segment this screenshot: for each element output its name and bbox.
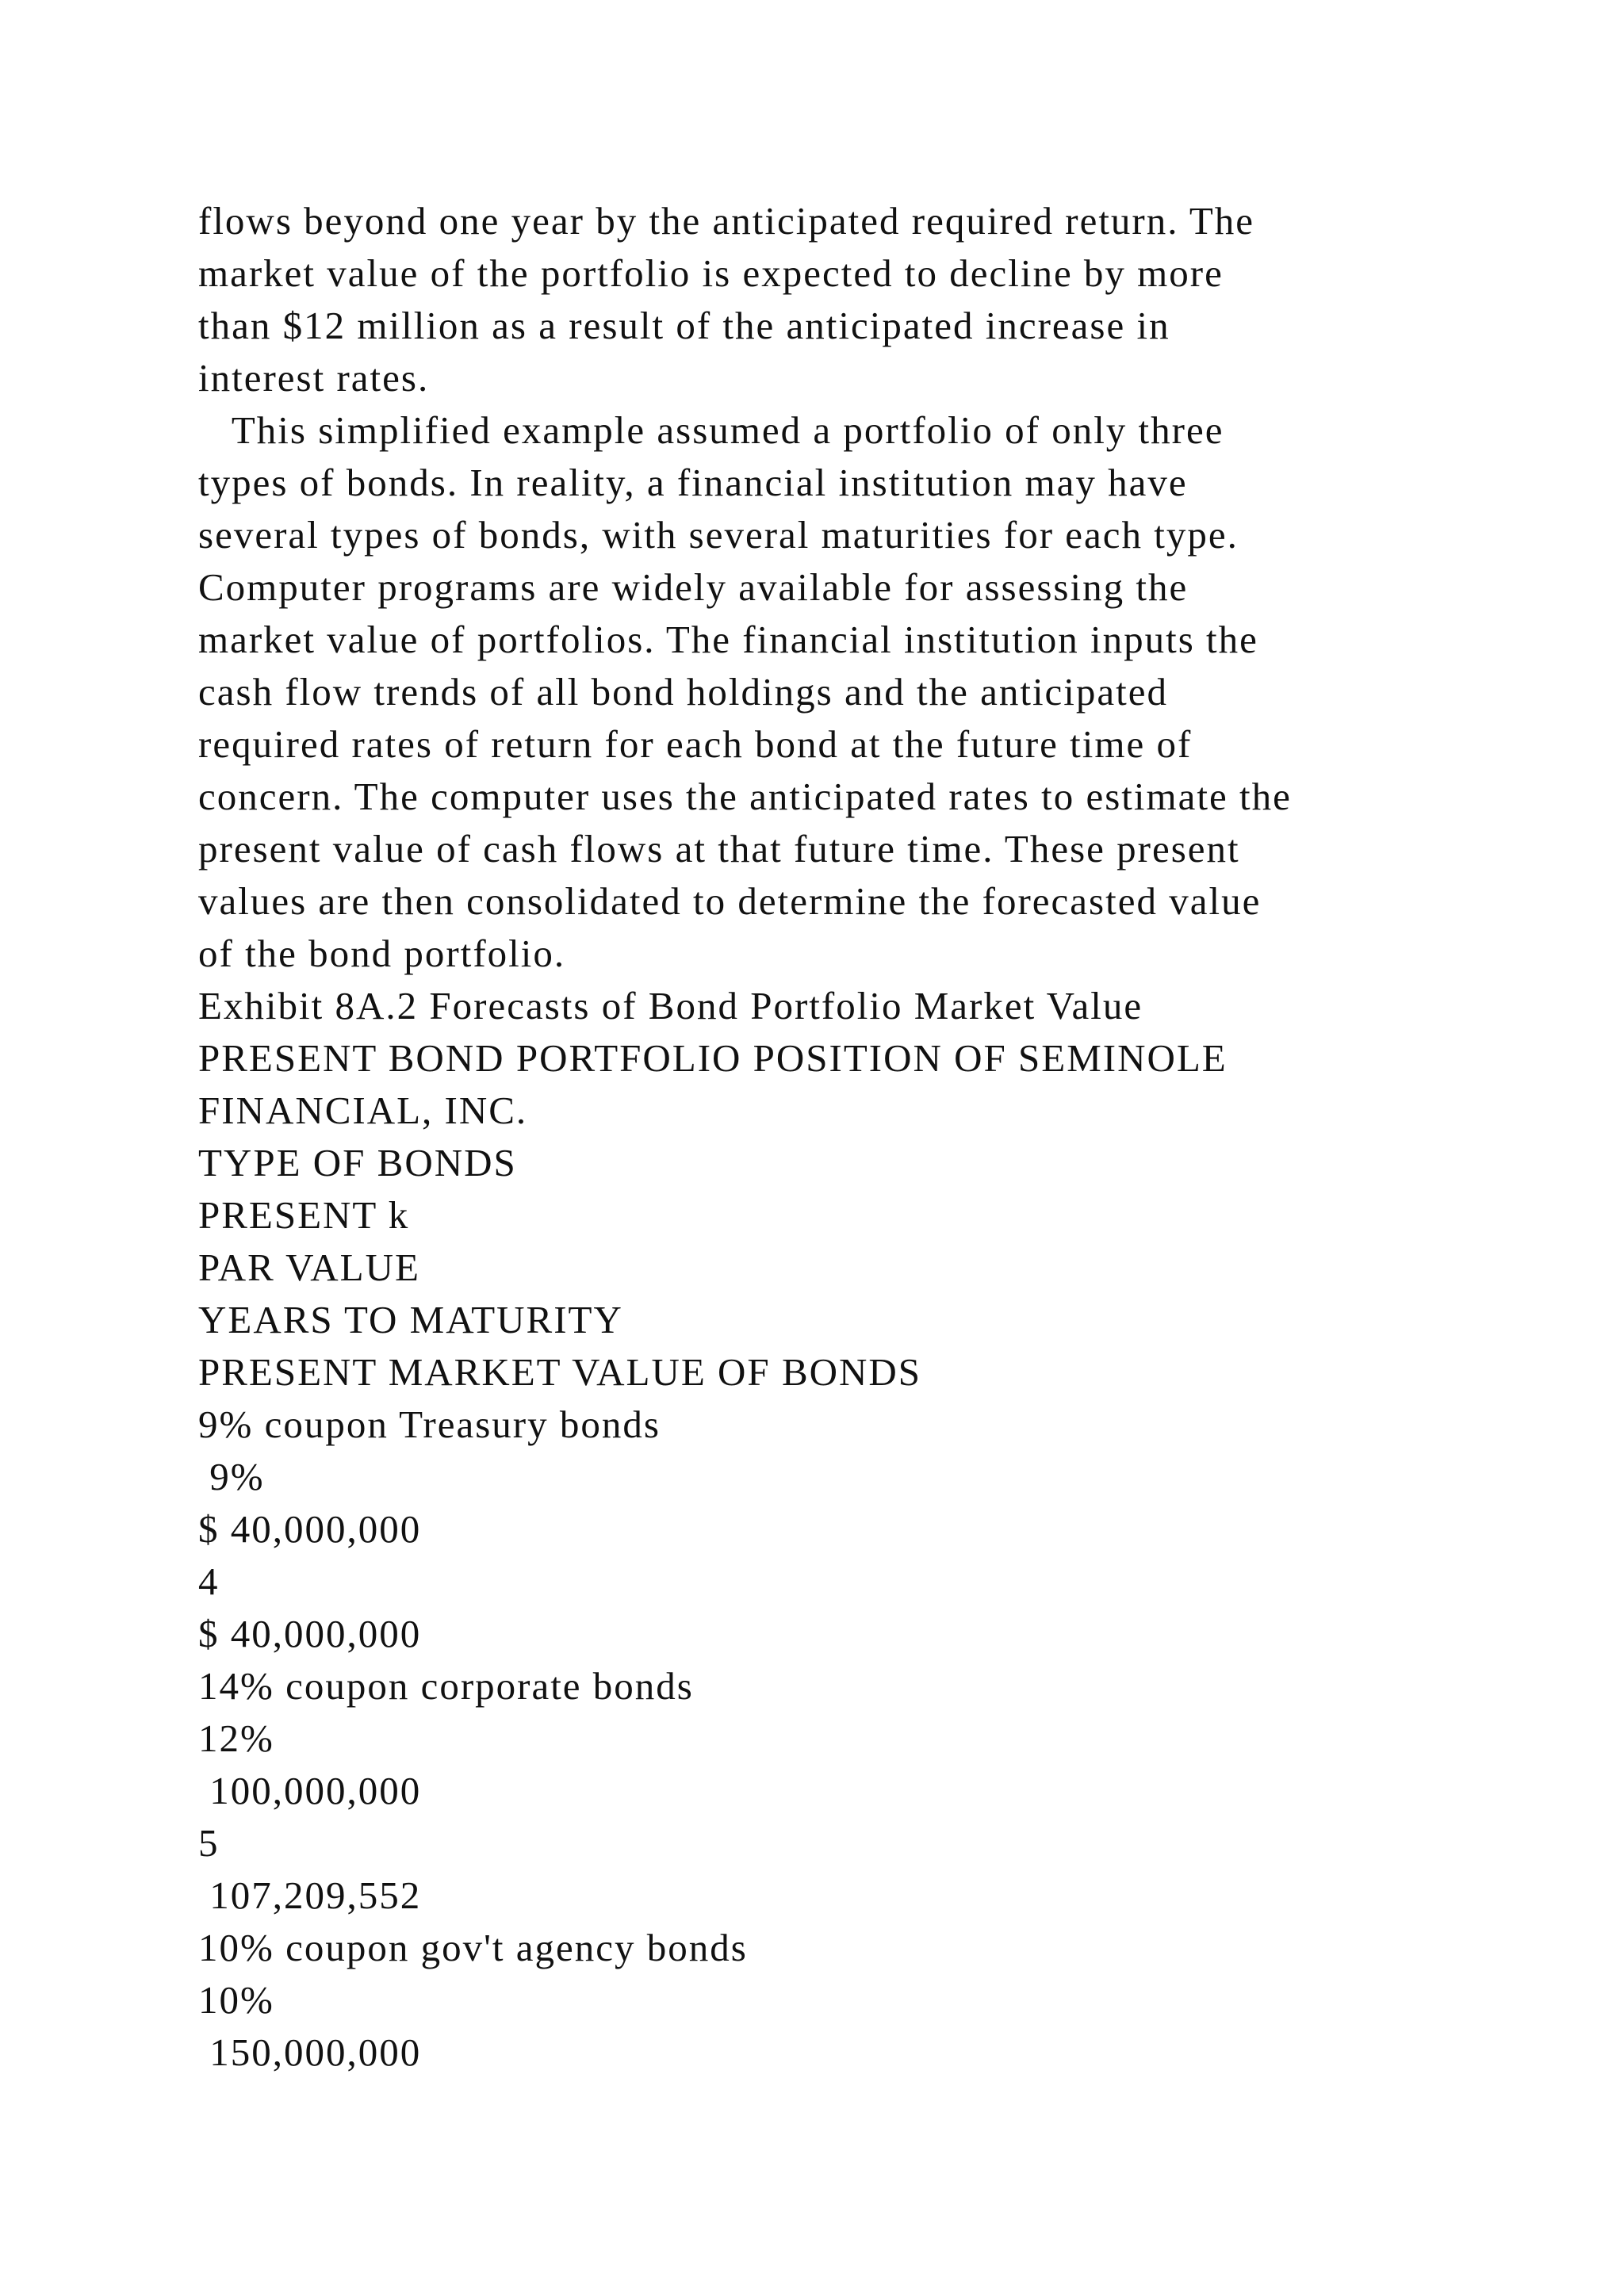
table-cell: $ 40,000,000 xyxy=(198,1507,422,1551)
table-heading: FINANCIAL, INC. xyxy=(198,1089,528,1132)
text-line: cash flow trends of all bond holdings and the anticipated xyxy=(198,670,1169,714)
table-cell: 10% coupon gov't agency bonds xyxy=(198,1926,748,1969)
text-line: interest rates. xyxy=(198,356,430,400)
text-line: of the bond portfolio. xyxy=(198,932,566,975)
text-line: Computer programs are widely available for assessing the xyxy=(198,565,1189,609)
text-line: values are then consolidated to determine the forecasted value xyxy=(198,879,1262,923)
text-line: types of bonds. In reality, a financial institution may have xyxy=(198,461,1188,504)
text-line: flows beyond one year by the anticipated required return. The xyxy=(198,199,1255,243)
column-header: PAR VALUE xyxy=(198,1246,420,1289)
table-cell: 107,209,552 xyxy=(198,1873,422,1917)
document-text xyxy=(198,195,1546,2079)
text-line: concern. The computer uses the anticipated rates to estimate the xyxy=(198,775,1292,818)
table-cell: 10% xyxy=(198,1978,274,2022)
table-cell: 5 xyxy=(198,1821,220,1865)
text-line: required rates of return for each bond at the future time of xyxy=(198,722,1193,766)
text-line: This simplified example assumed a portfolio of only three xyxy=(198,408,1224,452)
text-line: several types of bonds, with several maturities for each type. xyxy=(198,513,1239,557)
table-heading: PRESENT BOND PORTFOLIO POSITION OF SEMINOLE xyxy=(198,1036,1228,1080)
table-cell: $ 40,000,000 xyxy=(198,1612,422,1655)
column-header: TYPE OF BONDS xyxy=(198,1141,517,1184)
exhibit-title: Exhibit 8A.2 Forecasts of Bond Portfolio Market Value xyxy=(198,984,1143,1027)
column-header: PRESENT MARKET VALUE OF BONDS xyxy=(198,1350,922,1394)
text-line: market value of portfolios. The financial institution inputs the xyxy=(198,618,1258,661)
table-cell: 100,000,000 xyxy=(198,1769,422,1812)
table-cell: 9% coupon Treasury bonds xyxy=(198,1402,661,1446)
text-line: market value of the portfolio is expected to decline by more xyxy=(198,251,1224,295)
text-line: present value of cash flows at that future time. These present xyxy=(198,827,1240,871)
table-cell: 12% xyxy=(198,1716,274,1760)
table-cell: 14% coupon corporate bonds xyxy=(198,1664,694,1708)
table-cell: 9% xyxy=(198,1455,265,1498)
text-line: than $12 million as a result of the anticipated increase in xyxy=(198,304,1170,347)
column-header: PRESENT k xyxy=(198,1193,410,1237)
table-cell: 150,000,000 xyxy=(198,2030,422,2074)
table-cell: 4 xyxy=(198,1559,220,1603)
column-header: YEARS TO MATURITY xyxy=(198,1298,623,1341)
